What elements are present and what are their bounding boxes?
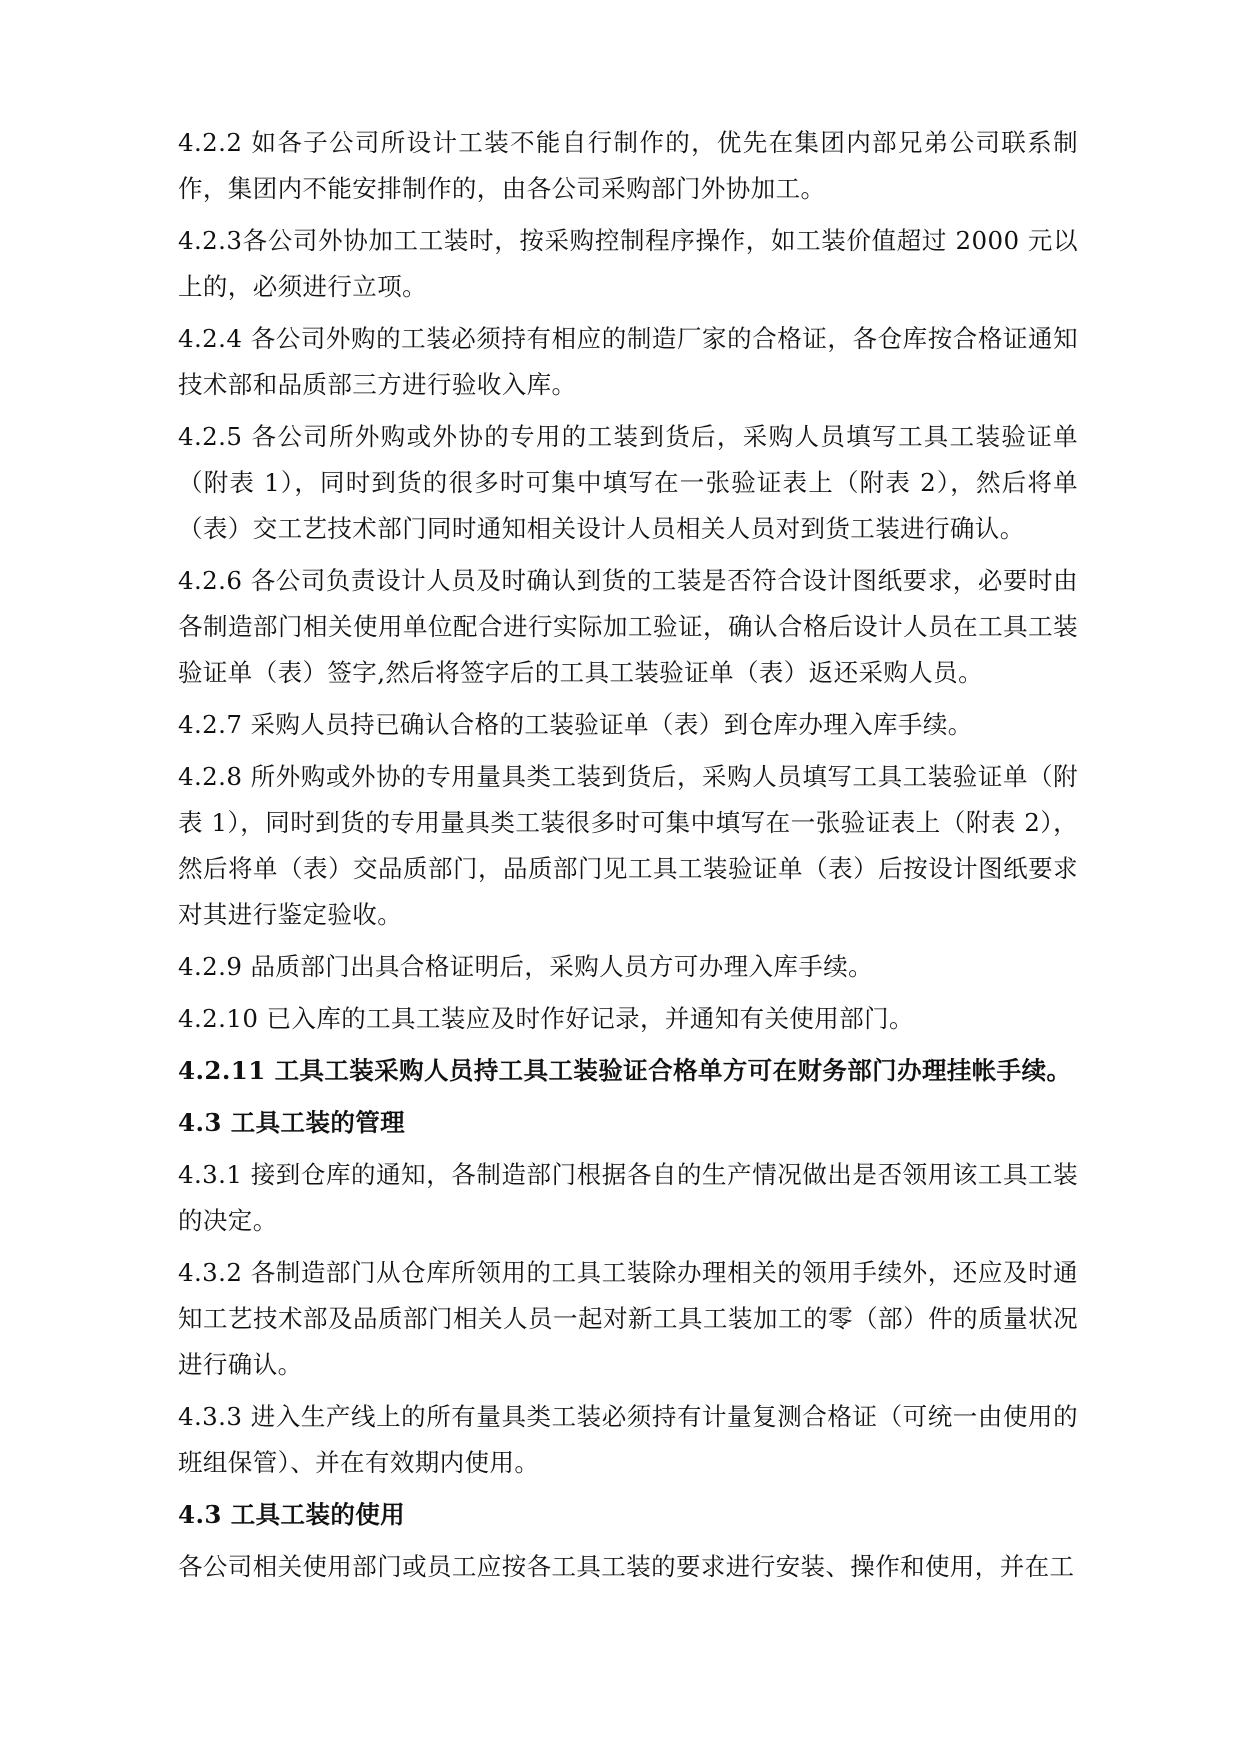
section-heading-usage: 4.3 工具工装的使用 <box>178 1500 406 1529</box>
paragraph-4-2-9: 4.2.9 品质部门出具合格证明后，采购人员方可办理入库手续。 <box>178 952 874 981</box>
paragraph-4-2-8: 4.2.8 所外购或外协的专用量具类工装到货后，采购人员填写工具工装验证单（附表 1），同时到货的专用量具类工装很多时可集中填写在一张验证表上（附表 2），然后将单（表）交品质部门，品质部门见工具工装验证单（表）后按设计图纸要求对其进行鉴定验收。 <box>178 762 1078 929</box>
paragraph-4-3-1: 4.3.1 接到仓库的通知，各制造部门根据各自的生产情况做出是否领用该工具工装的决定。 <box>178 1160 1078 1235</box>
paragraph-4-2-5: 4.2.5 各公司所外购或外协的专用的工装到货后，采购人员填写工具工装验证单（附表 1），同时到货的很多时可集中填写在一张验证表上（附表 2），然后将单（表）交工艺技术部门同时通知相关设计人员相关人员对到货工装进行确认。 <box>178 422 1078 543</box>
paragraph-4-2-6: 4.2.6 各公司负责设计人员及时确认到货的工装是否符合设计图纸要求，必要时由各制造部门相关使用单位配合进行实际加工验证，确认合格后设计人员在工具工装验证单（表）签字,然后将签字后的工具工装验证单（表）返还采购人员。 <box>178 566 1078 687</box>
paragraph-4-2-4: 4.2.4 各公司外购的工装必须持有相应的制造厂家的合格证，各仓库按合格证通知技术部和品质部三方进行验收入库。 <box>178 324 1078 399</box>
paragraph-4-2-10: 4.2.10 已入库的工具工装应及时作好记录，并通知有关使用部门。 <box>178 1004 914 1033</box>
document-page <box>178 120 1078 1596</box>
paragraph-4-2-7: 4.2.7 采购人员持已确认合格的工装验证单（表）到仓库办理入库手续。 <box>178 710 973 739</box>
paragraph-usage-body: 各公司相关使用部门或员工应按各工具工装的要求进行安装、操作和使用，并在工 <box>178 1552 1075 1581</box>
paragraph-4-2-2: 4.2.2 如各子公司所设计工装不能自行制作的，优先在集团内部兄弟公司联系制作，集团内不能安排制作的，由各公司采购部门外协加工。 <box>178 128 1078 203</box>
paragraph-4-2-3: 4.2.3各公司外协加工工装时，按采购控制程序操作，如工装价值超过 2000 元以上的，必须进行立项。 <box>178 226 1078 301</box>
paragraph-4-3-2: 4.3.2 各制造部门从仓库所领用的工具工装除办理相关的领用手续外，还应及时通知工艺技术部及品质部门相关人员一起对新工具工装加工的零（部）件的质量状况进行确认。 <box>178 1258 1078 1379</box>
paragraph-4-2-11: 4.2.11 工具工装采购人员持工具工装验证合格单方可在财务部门办理挂帐手续。 <box>178 1056 1072 1085</box>
section-heading-management: 4.3 工具工装的管理 <box>178 1108 406 1137</box>
paragraph-4-3-3: 4.3.3 进入生产线上的所有量具类工装必须持有计量复测合格证（可统一由使用的班组保管）、并在有效期内使用。 <box>178 1402 1078 1477</box>
